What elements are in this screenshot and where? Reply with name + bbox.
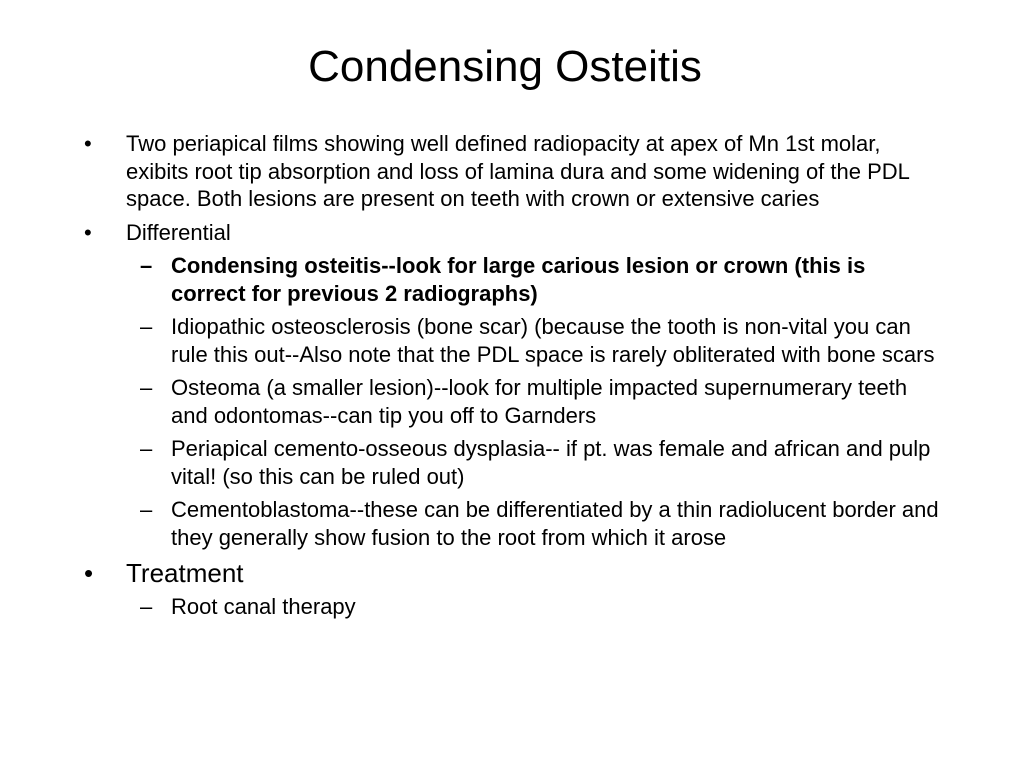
bullet-treatment — [84, 557, 944, 589]
sub-bullet-text: Periapical cemento-osseous dysplasia-- if pt. was female and african and pulp vital! (so this can be ruled out) — [171, 436, 931, 489]
slide-title: Condensing Osteitis — [308, 42, 702, 91]
bullet-marker: • — [84, 131, 92, 156]
sub-bullet-marker: – — [140, 375, 153, 400]
bullet-text: Differential — [126, 219, 231, 245]
sub-bullet-idiopathic-osteosclerosis — [84, 313, 944, 368]
sub-bullet-osteoma — [84, 374, 944, 429]
sub-bullet-text: Condensing osteitis--look for large carious lesion or crown (this is correct for previous 2 radiographs) — [171, 253, 866, 306]
bullet-text: Treatment — [126, 558, 244, 588]
sub-bullet-marker: – — [140, 594, 153, 619]
sub-bullet-marker: – — [140, 497, 153, 522]
sub-bullet-text: Osteoma (a smaller lesion)--look for multiple impacted supernumerary teeth and odontomas--can tip you off to Garnders — [171, 375, 908, 428]
sub-bullet-text: Root canal therapy — [171, 594, 356, 619]
sub-bullet-text: Idiopathic osteosclerosis (bone scar) (because the tooth is non-vital you can rule this out--Also note that the PDL space is rarely obliterated with bone scars — [171, 314, 935, 367]
bullet-marker: • — [84, 558, 94, 588]
sub-bullet-root-canal-therapy — [84, 593, 944, 621]
sub-bullet-marker: – — [140, 314, 153, 339]
bullet-text: Two periapical films showing well defined radiopacity at apex of Mn 1st molar, exibits root tip absorption and loss of lamina dura and some widening of the PDL space. Both lesions are present on teeth with crown or extensive caries — [126, 131, 910, 211]
sub-bullet-cemento-osseous-dysplasia — [84, 435, 944, 490]
bullet-differential — [84, 219, 944, 247]
sub-bullet-marker: – — [140, 436, 153, 461]
sub-bullet-marker: – — [140, 253, 153, 278]
sub-bullet-cementoblastoma — [84, 496, 944, 551]
bullet-marker: • — [84, 219, 92, 245]
bullet-description — [84, 130, 944, 213]
sub-bullet-text: Cementoblastoma--these can be differentiated by a thin radiolucent border and they generally show fusion to the root from which it arose — [171, 497, 939, 550]
slide-body — [84, 130, 944, 627]
sub-bullet-condensing-osteitis — [84, 252, 944, 307]
